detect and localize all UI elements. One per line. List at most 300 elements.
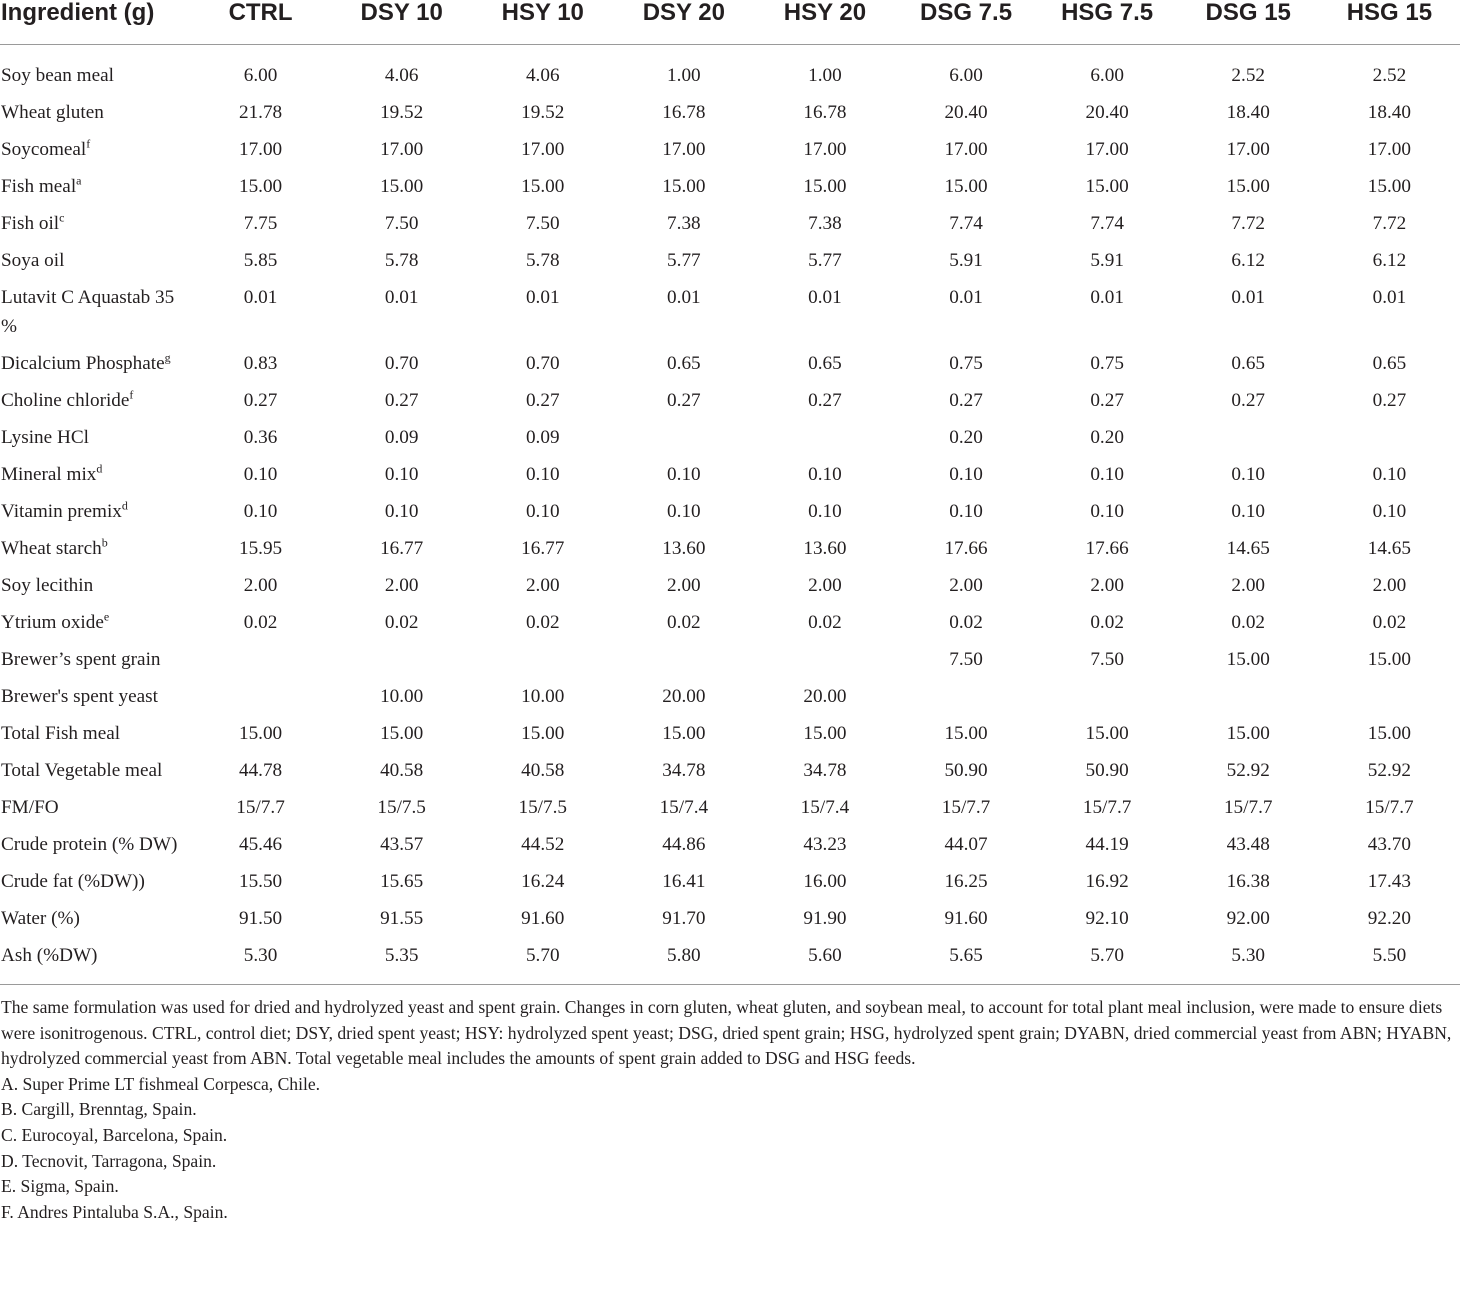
table-cell: 91.60 (521, 908, 565, 929)
table-row (0, 205, 1460, 242)
table-cell: 14.65 (1226, 538, 1270, 559)
row-label-text: Total Vegetable meal (1, 760, 163, 781)
row-label (0, 678, 190, 715)
table-cell: 0.10 (384, 464, 419, 485)
table-cell: 0.10 (667, 464, 701, 485)
table-cell: 16.77 (521, 538, 565, 559)
row-label (0, 205, 190, 242)
table-cell: 15.00 (1367, 723, 1411, 744)
table-cell: 2.00 (949, 575, 983, 596)
table-row (0, 641, 1460, 678)
table-cell: 0.01 (1090, 287, 1124, 308)
table-cell: 43.57 (380, 834, 424, 855)
table-cell: 44.78 (238, 760, 283, 781)
table-cell: 0.10 (949, 501, 983, 522)
table-cell: 2.00 (1090, 575, 1124, 596)
table-cell: 0.02 (1090, 612, 1124, 633)
row-label (0, 715, 190, 752)
row-label (0, 168, 190, 205)
header-row (0, 0, 1460, 45)
row-label (0, 752, 190, 789)
table-cell: 0.02 (949, 612, 983, 633)
table-cell: 0.10 (243, 464, 278, 485)
table-cell: 0.65 (1231, 353, 1265, 374)
table-cell (1319, 419, 1460, 456)
table-cell: 15.00 (803, 723, 847, 744)
row-label-text: Crude protein (% DW) (1, 834, 178, 855)
table-row (0, 419, 1460, 456)
table-cell: 20.00 (662, 686, 706, 707)
table-cell: 7.38 (808, 213, 842, 234)
table-cell: 16.00 (803, 871, 847, 892)
table-cell: 7.50 (525, 213, 560, 234)
table-cell: 15.00 (238, 723, 283, 744)
table-row (0, 567, 1460, 604)
table-cell: 10.00 (380, 686, 424, 707)
table-cell: 0.02 (808, 612, 842, 633)
table-cell: 17.00 (662, 139, 706, 160)
row-label-text: Ytrium oxide (1, 612, 104, 633)
row-label (0, 641, 190, 678)
row-label-text: Soy lecithin (1, 575, 94, 596)
table-cell: 34.78 (662, 760, 706, 781)
table-cell: 15.95 (238, 538, 283, 559)
row-label-text: Lutavit C Aquastab 35 % (1, 287, 175, 337)
table-cell: 5.70 (525, 945, 560, 966)
table-cell: 15.00 (1367, 649, 1411, 670)
table-cell: 2.00 (1372, 575, 1407, 596)
table-cell: 91.70 (662, 908, 706, 929)
table-cell: 43.70 (1367, 834, 1411, 855)
table-cell: 15/7.7 (1223, 797, 1273, 818)
row-label (0, 900, 190, 937)
column-header: HSY 20 (754, 0, 895, 45)
table-cell: 15.00 (662, 723, 706, 744)
table-cell: 0.27 (667, 390, 701, 411)
table-cell: 50.90 (944, 760, 988, 781)
table-row (0, 94, 1460, 131)
table-cell: 91.50 (238, 908, 283, 929)
table-cell: 15.00 (380, 176, 424, 197)
row-label-text: Fish meal (1, 176, 77, 197)
table-cell: 7.74 (949, 213, 983, 234)
table-cell: 7.75 (243, 213, 278, 234)
table-cell: 13.60 (662, 538, 706, 559)
table-cell: 0.01 (1231, 287, 1265, 308)
table-cell: 0.75 (949, 353, 983, 374)
table-row (0, 752, 1460, 789)
table-cell: 13.60 (803, 538, 847, 559)
row-label-text: Soy bean meal (1, 65, 114, 86)
table-cell: 20.00 (803, 686, 847, 707)
row-label-text: Wheat gluten (1, 102, 104, 123)
table-cell: 0.09 (525, 427, 560, 448)
table-cell (472, 641, 613, 678)
table-cell: 0.27 (1090, 390, 1124, 411)
table-cell: 15.00 (803, 176, 847, 197)
table-cell: 44.07 (944, 834, 988, 855)
table-cell: 15/7.5 (518, 797, 567, 818)
table-cell: 52.92 (1367, 760, 1411, 781)
footnote-item: F. Andres Pintaluba S.A., Spain. (1, 1201, 228, 1222)
table-cell (613, 419, 754, 456)
table-cell: 17.66 (944, 538, 988, 559)
footnote-item: B. Cargill, Brenntag, Spain. (1, 1099, 197, 1120)
table-cell: 15/7.7 (1082, 797, 1132, 818)
table-cell (613, 641, 754, 678)
table-row (0, 678, 1460, 715)
table-cell: 0.02 (1231, 612, 1265, 633)
row-label (0, 131, 190, 168)
table-cell: 0.01 (949, 287, 983, 308)
table-cell: 0.10 (808, 464, 842, 485)
table-cell: 5.30 (1231, 945, 1265, 966)
row-label (0, 604, 190, 641)
table-cell: 0.10 (1372, 464, 1407, 485)
table-cell: 0.27 (243, 390, 278, 411)
table-cell: 5.78 (525, 250, 560, 271)
table-cell: 0.02 (525, 612, 560, 633)
row-label (0, 456, 190, 493)
row-label (0, 826, 190, 863)
table-cell: 14.65 (1367, 538, 1411, 559)
table-cell: 0.10 (1090, 464, 1124, 485)
row-label (0, 493, 190, 530)
table-cell: 16.24 (521, 871, 565, 892)
table-row (0, 131, 1460, 168)
table-cell: 15.00 (662, 176, 706, 197)
row-label-text: FM/FO (1, 797, 59, 818)
row-label-text: Vitamin premix (1, 501, 122, 522)
row-label-text: Total Fish meal (1, 723, 121, 744)
table-cell: 19.52 (521, 102, 565, 123)
table-cell: 17.00 (521, 139, 565, 160)
table-row (0, 530, 1460, 567)
table-cell: 1.00 (667, 65, 701, 86)
table-cell: 5.91 (949, 250, 983, 271)
table-cell: 4.06 (384, 65, 419, 86)
row-label (0, 345, 190, 382)
table-cell: 2.00 (667, 575, 701, 596)
table-cell: 20.40 (944, 102, 988, 123)
table-cell: 0.10 (808, 501, 842, 522)
table-row (0, 715, 1460, 752)
row-label-text: Brewer's spent yeast (1, 686, 158, 707)
table-cell: 0.09 (384, 427, 419, 448)
table-cell (754, 641, 895, 678)
table-row (0, 937, 1460, 980)
table-row (0, 493, 1460, 530)
table-body (0, 45, 1460, 981)
table-cell: 15.00 (238, 176, 283, 197)
table-cell: 17.00 (380, 139, 424, 160)
row-label-text: Choline chloride (1, 390, 130, 411)
table-cell: 5.70 (1090, 945, 1124, 966)
table-cell: 92.20 (1367, 908, 1411, 929)
table-cell: 15/7.7 (941, 797, 991, 818)
table-cell: 21.78 (238, 102, 283, 123)
table-cell: 5.85 (243, 250, 278, 271)
table-cell: 0.02 (384, 612, 419, 633)
footnote-marker: f (129, 387, 134, 402)
column-header: DSG 15 (1178, 0, 1319, 45)
table-row (0, 863, 1460, 900)
table-cell: 91.90 (803, 908, 847, 929)
row-label-text: Crude fat (%DW)) (1, 871, 145, 892)
table-cell: 17.00 (803, 139, 847, 160)
row-label (0, 94, 190, 131)
table-row (0, 279, 1460, 345)
table-cell: 2.00 (384, 575, 419, 596)
table-cell: 0.10 (243, 501, 278, 522)
table-cell: 6.12 (1231, 250, 1265, 271)
table-cell: 5.65 (949, 945, 983, 966)
footnote-item: A. Super Prime LT fishmeal Corpesca, Chile. (1, 1073, 321, 1094)
table-cell: 16.77 (380, 538, 424, 559)
table-cell: 15/7.4 (800, 797, 850, 818)
footnote-list (1, 1072, 1459, 1226)
table-cell: 15.65 (380, 871, 424, 892)
table-cell: 15.00 (944, 176, 988, 197)
row-label (0, 242, 190, 279)
table-cell: 92.10 (1085, 908, 1129, 929)
table-cell: 0.70 (525, 353, 560, 374)
table-cell: 7.50 (1090, 649, 1124, 670)
row-label-text: Fish oil (1, 213, 60, 234)
row-label-text: Soycomeal (1, 139, 87, 160)
table-cell (1319, 678, 1460, 715)
footnote-item: C. Eurocoyal, Barcelona, Spain. (1, 1124, 228, 1145)
table-cell: 0.10 (1090, 501, 1124, 522)
table-cell: 20.40 (1085, 102, 1129, 123)
table-cell: 0.01 (1372, 287, 1407, 308)
table-cell: 5.50 (1372, 945, 1407, 966)
row-label (0, 530, 190, 567)
table-cell: 2.00 (1231, 575, 1265, 596)
column-header: DSY 20 (613, 0, 754, 45)
table-cell: 43.23 (803, 834, 847, 855)
table-cell: 0.65 (667, 353, 701, 374)
table-cell: 17.00 (1367, 139, 1411, 160)
table-row (0, 900, 1460, 937)
table-cell: 0.36 (243, 427, 278, 448)
footnote-item: E. Sigma, Spain. (1, 1176, 119, 1197)
table-cell: 0.27 (949, 390, 983, 411)
table-cell: 15.00 (380, 723, 424, 744)
table-cell: 6.00 (1090, 65, 1124, 86)
table-cell: 0.10 (1231, 501, 1265, 522)
table-cell: 7.50 (949, 649, 983, 670)
column-header: HSG 15 (1319, 0, 1460, 45)
table-cell: 15.50 (238, 871, 283, 892)
column-header: HSG 7.5 (1037, 0, 1178, 45)
table-cell: 6.12 (1372, 250, 1407, 271)
table-cell: 0.10 (1231, 464, 1265, 485)
table-cell: 15/7.5 (377, 797, 426, 818)
column-header: DSG 7.5 (895, 0, 1036, 45)
row-label-text: Soya oil (1, 250, 65, 271)
table-cell: 16.78 (803, 102, 847, 123)
table-cell (1037, 678, 1178, 715)
table-header (0, 0, 1460, 45)
table-row (0, 456, 1460, 493)
table-cell: 91.60 (944, 908, 988, 929)
table-cell: 5.60 (808, 945, 842, 966)
footnote-marker: b (101, 535, 108, 550)
table-cell: 0.01 (243, 287, 278, 308)
table-row (0, 604, 1460, 641)
row-label-text: Dicalcium Phosphate (1, 353, 165, 374)
table-cell: 0.02 (1372, 612, 1407, 633)
notes-main: The same formulation was used for dried and hydrolyzed yeast and spent grain. Changes in corn gluten, wheat gluten, and soybean meal, to account for total plant meal inclusion, were made to ensure diets were isonitrogenous. CTRL, control diet; DSY, dried spent yeast; HSY: hydrolyzed spent yeast; DSG, dried spent grain; HSG, hydrolyzed spent grain; DYABN, dried commercial yeast from ABN; HYABN, hydrolyzed commercial yeast from ABN. Total vegetable meal includes the amounts of spent grain added to DSG and HSG feeds. (1, 997, 1452, 1069)
table-cell: 0.70 (384, 353, 419, 374)
table-row (0, 789, 1460, 826)
table-cell: 0.65 (808, 353, 842, 374)
table-cell: 15.00 (521, 723, 565, 744)
table-cell: 0.10 (667, 501, 701, 522)
table-cell: 92.00 (1226, 908, 1270, 929)
table-cell: 50.90 (1085, 760, 1129, 781)
table-cell: 0.01 (808, 287, 842, 308)
table-cell: 0.10 (949, 464, 983, 485)
column-header: CTRL (190, 0, 331, 45)
table-cell: 7.72 (1231, 213, 1265, 234)
footnote-marker: f (86, 136, 91, 151)
table-cell: 18.40 (1226, 102, 1270, 123)
row-label (0, 279, 190, 345)
table-row (0, 826, 1460, 863)
column-header: HSY 10 (472, 0, 613, 45)
table-cell (1178, 678, 1319, 715)
table-cell: 19.52 (380, 102, 424, 123)
table-cell: 16.92 (1085, 871, 1129, 892)
table-cell (1178, 419, 1319, 456)
table-cell: 34.78 (803, 760, 847, 781)
table-cell: 17.00 (1226, 139, 1270, 160)
table-cell: 5.35 (384, 945, 419, 966)
row-label-text: Water (%) (1, 908, 80, 929)
table-cell: 0.10 (525, 501, 560, 522)
table-cell: 7.38 (667, 213, 701, 234)
table-cell: 7.72 (1372, 213, 1407, 234)
table-cell: 16.78 (662, 102, 706, 123)
table-cell: 2.52 (1231, 65, 1265, 86)
table-cell: 5.77 (667, 250, 701, 271)
footnote-marker: d (96, 461, 103, 476)
table-cell: 0.65 (1372, 353, 1407, 374)
table-cell: 17.43 (1367, 871, 1411, 892)
row-label-text: Mineral mix (1, 464, 97, 485)
table-cell: 17.00 (238, 139, 283, 160)
table-cell: 2.00 (243, 575, 278, 596)
table-cell: 0.83 (243, 353, 278, 374)
table-cell: 2.00 (808, 575, 842, 596)
table-cell: 18.40 (1367, 102, 1411, 123)
table-cell: 15.00 (944, 723, 988, 744)
row-label-text: Ash (%DW) (1, 945, 98, 966)
table-cell: 0.27 (525, 390, 560, 411)
table-cell: 7.50 (384, 213, 419, 234)
table-cell: 40.58 (521, 760, 565, 781)
footnote-marker: d (121, 498, 128, 513)
footnote-item: D. Tecnovit, Tarragona, Spain. (1, 1150, 217, 1171)
table-notes (0, 985, 1459, 1225)
table-row (0, 45, 1460, 95)
table-row (0, 242, 1460, 279)
table-cell: 0.20 (949, 427, 983, 448)
table-cell: 16.25 (944, 871, 988, 892)
table-cell: 44.86 (662, 834, 706, 855)
table-cell: 0.27 (1231, 390, 1265, 411)
footnote-marker: c (59, 210, 65, 225)
table-cell: 44.52 (521, 834, 565, 855)
table-cell: 45.46 (238, 834, 283, 855)
table-cell: 17.00 (1085, 139, 1129, 160)
table-cell: 5.78 (384, 250, 419, 271)
table-cell: 0.75 (1090, 353, 1124, 374)
column-header: DSY 10 (331, 0, 472, 45)
table-cell: 15.00 (1085, 723, 1129, 744)
table-cell: 0.27 (384, 390, 419, 411)
table-cell: 7.74 (1090, 213, 1124, 234)
table-cell: 52.92 (1226, 760, 1270, 781)
row-label (0, 419, 190, 456)
table-cell: 0.10 (525, 464, 560, 485)
table-cell: 4.06 (525, 65, 560, 86)
table-cell (895, 678, 1036, 715)
table-cell: 17.66 (1085, 538, 1129, 559)
table-row (0, 345, 1460, 382)
table-cell: 44.19 (1085, 834, 1129, 855)
row-label (0, 789, 190, 826)
table-cell: 0.20 (1090, 427, 1124, 448)
table-cell: 15.00 (1226, 649, 1270, 670)
table-cell: 15.00 (1226, 723, 1270, 744)
table-cell: 15.00 (521, 176, 565, 197)
table-cell: 0.01 (384, 287, 419, 308)
row-label-text: Wheat starch (1, 538, 102, 559)
table-cell: 40.58 (380, 760, 424, 781)
table-cell: 0.02 (243, 612, 278, 633)
table-cell: 17.00 (944, 139, 988, 160)
footnote-marker: a (76, 173, 82, 188)
table-cell: 15.00 (1367, 176, 1411, 197)
table-cell: 0.27 (1372, 390, 1407, 411)
table-cell: 15/7.4 (659, 797, 709, 818)
table-cell: 5.80 (667, 945, 701, 966)
footnote-marker: g (164, 350, 171, 365)
footnote-marker: e (103, 609, 110, 624)
row-label (0, 382, 190, 419)
table-cell (190, 641, 331, 678)
table-cell (331, 641, 472, 678)
table-cell: 0.02 (667, 612, 701, 633)
table-cell: 0.10 (1372, 501, 1407, 522)
row-label (0, 567, 190, 604)
table-cell: 0.10 (384, 501, 419, 522)
table-cell: 15/7.7 (1365, 797, 1414, 818)
table-cell: 15.00 (1085, 176, 1129, 197)
table-cell: 0.01 (667, 287, 701, 308)
table-cell: 15.00 (1226, 176, 1270, 197)
row-label (0, 937, 190, 980)
table-cell: 0.27 (808, 390, 842, 411)
table-cell: 6.00 (949, 65, 983, 86)
table-cell (754, 419, 895, 456)
table-cell: 5.30 (243, 945, 278, 966)
table-cell: 6.00 (243, 65, 278, 86)
table-cell: 43.48 (1226, 834, 1270, 855)
